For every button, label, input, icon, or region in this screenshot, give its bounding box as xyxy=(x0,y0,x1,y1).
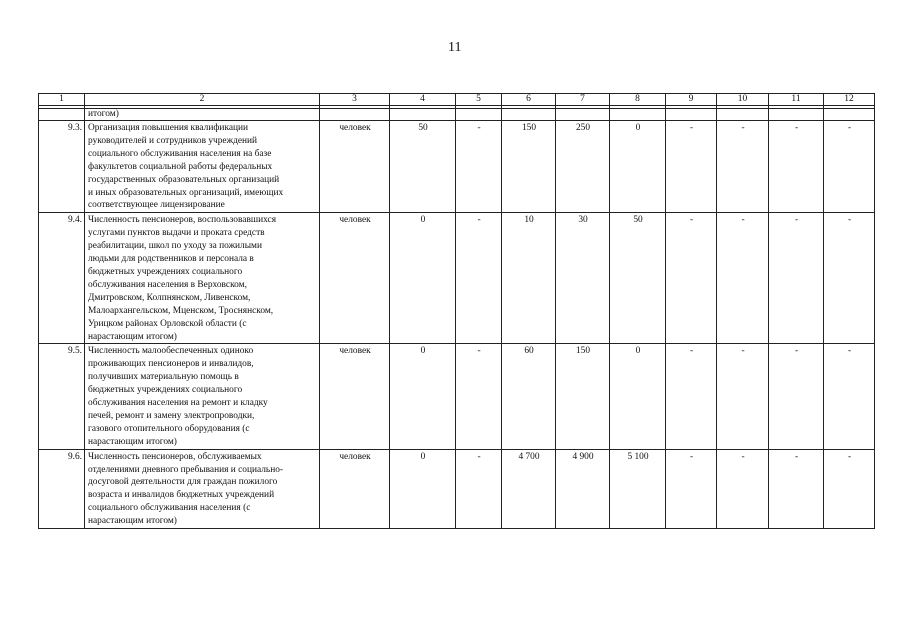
value-cell: 4 700 xyxy=(502,449,556,528)
value-cell: 4 900 xyxy=(556,449,610,528)
value-cell: 60 xyxy=(502,344,556,449)
value-cell: - xyxy=(769,449,824,528)
value-cell: - xyxy=(769,213,824,344)
value-cell: 50 xyxy=(390,121,456,213)
value-cell: - xyxy=(824,344,875,449)
page-number: 11 xyxy=(448,40,462,55)
value-cell: - xyxy=(717,121,769,213)
column-header: 5 xyxy=(456,94,502,106)
value-cell: - xyxy=(456,449,502,528)
value-cell: - xyxy=(666,121,717,213)
value-cell: 0 xyxy=(390,344,456,449)
description-line: государственных образовательных организаций xyxy=(88,174,280,185)
value-cell: 30 xyxy=(556,213,610,344)
table-row xyxy=(39,121,875,213)
table-row xyxy=(39,449,875,528)
value-cell: - xyxy=(456,344,502,449)
column-header: 10 xyxy=(717,94,769,106)
unit-cell: человек xyxy=(320,121,390,213)
table-row xyxy=(39,213,875,344)
description-line: досуговой деятельности для граждан пожилого xyxy=(88,477,278,488)
column-header: 9 xyxy=(666,94,717,106)
value-cell: 5 100 xyxy=(610,449,666,528)
description-line: печей, ремонт и замену электропроводки, xyxy=(88,410,255,421)
value-cell: - xyxy=(456,213,502,344)
unit-cell: человек xyxy=(320,344,390,449)
indicator-description xyxy=(85,344,320,449)
value-cell: - xyxy=(769,121,824,213)
description-line: нарастающим итогом) xyxy=(88,331,177,342)
column-header: 1 xyxy=(39,94,85,106)
description-line: факультетов социальной работы федеральных xyxy=(88,161,273,172)
value-cell: 150 xyxy=(502,121,556,213)
value-cell: - xyxy=(824,449,875,528)
description-line: Дмитровском, Колпнянском, Ливенском, xyxy=(88,292,251,303)
value-cell: - xyxy=(666,213,717,344)
description-line: людьми для родственников и персонала в xyxy=(88,254,254,265)
column-header: 11 xyxy=(769,94,824,106)
value-cell: 0 xyxy=(610,344,666,449)
value-cell: 0 xyxy=(610,121,666,213)
description-line: бюджетных учреждениях социального xyxy=(88,385,243,396)
value-cell: 50 xyxy=(610,213,666,344)
value-cell: - xyxy=(717,344,769,449)
description-line: руководителей и сотрудников учреждений xyxy=(88,135,258,146)
description-line: возраста и инвалидов бюджетных учреждений xyxy=(88,490,275,501)
description-line: социального обслуживания населения на базе xyxy=(88,148,272,159)
unit-cell: человек xyxy=(320,449,390,528)
row-number: 9.4. xyxy=(39,213,85,344)
column-header: 8 xyxy=(610,94,666,106)
value-cell: 0 xyxy=(390,213,456,344)
row-number: 9.6. xyxy=(39,449,85,528)
column-header: 12 xyxy=(824,94,875,106)
value-cell: - xyxy=(456,121,502,213)
column-number-row xyxy=(39,94,875,106)
description-line: Урицком районах Орловской области (с xyxy=(88,318,247,329)
description-line: социального обслуживания населения (с xyxy=(88,503,251,514)
row-number: 9.5. xyxy=(39,344,85,449)
value-cell: - xyxy=(824,213,875,344)
description-line: Малоархангельском, Мценском, Троснянском, xyxy=(88,305,274,316)
description-line: нарастающим итогом) xyxy=(88,436,177,447)
description-line: Численность пенсионеров, обслуживаемых xyxy=(88,451,262,462)
indicator-description xyxy=(85,213,320,344)
description-line: бюджетных учреждениях социального xyxy=(88,266,243,277)
value-cell: - xyxy=(769,344,824,449)
column-header: 3 xyxy=(320,94,390,106)
indicators-table xyxy=(38,93,875,529)
description-line: Численность малообеспеченных одиноко xyxy=(88,346,254,357)
column-header: 4 xyxy=(390,94,456,106)
description-line: обслуживания населения в Верховском, xyxy=(88,279,247,290)
value-cell: 250 xyxy=(556,121,610,213)
value-cell: - xyxy=(666,449,717,528)
column-header: 2 xyxy=(85,94,320,106)
description-line: получивших материальную помощь в xyxy=(88,372,239,383)
row-number: 9.3. xyxy=(39,121,85,213)
value-cell: 150 xyxy=(556,344,610,449)
value-cell: - xyxy=(717,213,769,344)
table-row xyxy=(39,344,875,449)
indicator-description xyxy=(85,449,320,528)
description-line: нарастающим итогом) xyxy=(88,516,177,527)
description-line: проживающих пенсионеров и инвалидов, xyxy=(88,359,254,370)
description-line: и иных образовательных организаций, имеющих xyxy=(88,187,284,198)
column-header: 7 xyxy=(556,94,610,106)
description-line: обслуживания населения на ремонт и кладку xyxy=(88,398,268,409)
continuation-text: итогом) xyxy=(85,109,320,121)
value-cell: 10 xyxy=(502,213,556,344)
description-line: отделениями дневного пребывания и социально- xyxy=(88,464,284,475)
description-line: газового отопительного оборудования (с xyxy=(88,423,250,434)
value-cell: 0 xyxy=(390,449,456,528)
description-line: Организация повышения квалификации xyxy=(88,123,249,133)
value-cell: - xyxy=(824,121,875,213)
continuation-row xyxy=(39,109,875,121)
description-line: услугами пунктов выдачи и проката средств xyxy=(88,228,265,239)
column-header: 6 xyxy=(502,94,556,106)
indicator-description xyxy=(85,121,320,213)
description-line: соответствующее лицензирование xyxy=(88,200,225,211)
value-cell: - xyxy=(717,449,769,528)
description-line: Численность пенсионеров, воспользовавшихся xyxy=(88,215,277,226)
unit-cell: человек xyxy=(320,213,390,344)
value-cell: - xyxy=(666,344,717,449)
description-line: реабилитации, школ по уходу за пожилыми xyxy=(88,241,262,252)
